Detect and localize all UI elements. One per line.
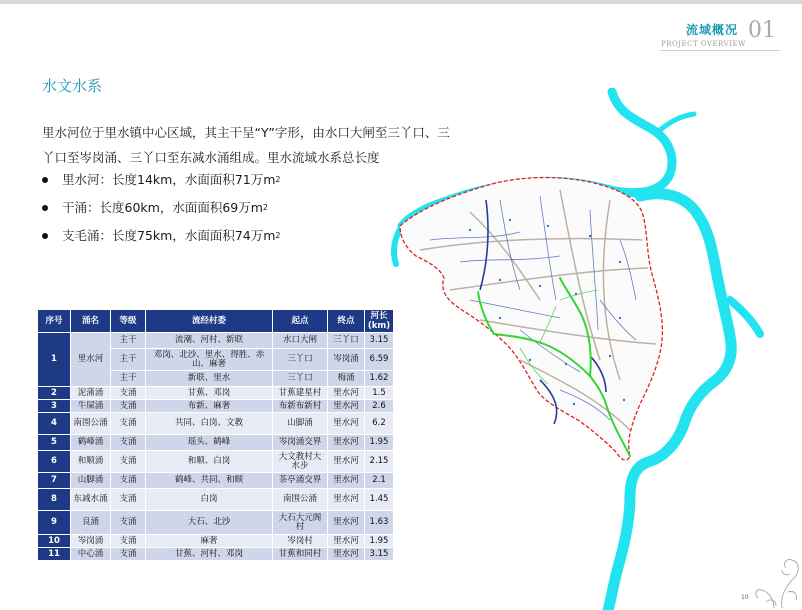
col-header-index: 序号 (38, 310, 71, 333)
row-index: 5 (38, 435, 71, 451)
row-end: 里水河 (328, 435, 365, 451)
row-length: 2.1 (365, 473, 394, 489)
row-level: 主干 (111, 333, 146, 349)
row-index: 2 (38, 387, 71, 400)
row-length: 3.15 (365, 333, 394, 349)
header-subtitle: PROJECT OVERVIEW (661, 40, 746, 48)
row-name: 岑岗涌 (71, 535, 111, 548)
row-villages: 大石、北沙 (146, 511, 273, 535)
row-name: 中心涌 (71, 548, 111, 561)
table-row (38, 548, 394, 561)
row-villages: 麻奢 (146, 535, 273, 548)
row-length: 6.59 (365, 349, 394, 371)
section-title: 水文水系 (42, 77, 103, 95)
row-villages: 鹤峰、共同、和顺 (146, 473, 273, 489)
table-row (38, 413, 394, 435)
row-end: 岑岗涌 (328, 349, 365, 371)
unit-superscript: 2 (275, 231, 281, 240)
row-length: 1.5 (365, 387, 394, 400)
row-level: 主干 (111, 349, 146, 371)
row-index: 1 (38, 333, 71, 387)
row-index: 3 (38, 400, 71, 413)
row-name: 和顺涌 (71, 451, 111, 473)
row-name: 鹤峰涌 (71, 435, 111, 451)
row-start: 甘蕉和同村 (273, 548, 328, 561)
bullet-icon (42, 205, 48, 211)
top-bar (0, 0, 802, 4)
row-index: 7 (38, 473, 71, 489)
col-header-villages: 流经村委 (146, 310, 273, 333)
region-boundary (400, 178, 662, 461)
row-villages: 布新、麻奢 (146, 400, 273, 413)
row-villages: 瑶头、鹤峰 (146, 435, 273, 451)
bullet-icon (42, 233, 48, 239)
header-divider (660, 50, 780, 51)
header-number: 01 (748, 18, 776, 43)
row-end: 里水河 (328, 451, 365, 473)
row-index: 10 (38, 535, 71, 548)
row-villages: 共同、白岗、文教 (146, 413, 273, 435)
row-end: 三丫口 (328, 333, 365, 349)
header-title: 流域概况 (686, 23, 739, 37)
row-start: 山脚涌 (273, 413, 328, 435)
row-end: 里水河 (328, 535, 365, 548)
page-number: 10 (741, 594, 749, 601)
table-row (38, 511, 394, 535)
row-start: 三丫口 (273, 349, 328, 371)
col-header-level: 等级 (111, 310, 146, 333)
table-row (38, 435, 394, 451)
table-row (38, 473, 394, 489)
row-name: 泥蒲涌 (71, 387, 111, 400)
row-level: 支涌 (111, 400, 146, 413)
row-start: 大文教村大水步 (273, 451, 328, 473)
row-start: 茶亭涌交界 (273, 473, 328, 489)
row-end: 里水河 (328, 489, 365, 511)
intro-paragraph: 里水河位于里水镇中心区域，其主干呈“Y”字形，由水口大闸至三丫口、三丫口至岑岗涌、三丫口至东减水涌组成。里水流域水系总长度 (42, 125, 450, 165)
row-index: 9 (38, 511, 71, 535)
row-start: 南围公涌 (273, 489, 328, 511)
row-end: 里水河 (328, 387, 365, 400)
row-start: 甘蕉建星村 (273, 387, 328, 400)
row-villages: 白岗 (146, 489, 273, 511)
col-header-start: 起点 (273, 310, 328, 333)
row-length: 1.95 (365, 535, 394, 548)
row-length: 1.63 (365, 511, 394, 535)
row-level: 支涌 (111, 451, 146, 473)
row-level: 主干 (111, 371, 146, 387)
stats-item-label: 支毛涌：长度75km，水面面积74万m (62, 228, 276, 243)
row-name: 东减水涌 (71, 489, 111, 511)
stats-item-label: 干涌：长度60km，水面面积69万m (62, 200, 263, 215)
unit-superscript: 2 (275, 175, 281, 184)
table-row (38, 535, 394, 548)
row-villages: 甘蕉、邓岗 (146, 387, 273, 400)
row-level: 支涌 (111, 435, 146, 451)
table-row (38, 333, 394, 349)
row-start: 水口大闸 (273, 333, 328, 349)
row-end: 里水河 (328, 511, 365, 535)
row-index: 8 (38, 489, 71, 511)
col-header-end: 终点 (328, 310, 365, 333)
river-table (37, 309, 394, 561)
row-level: 支涌 (111, 489, 146, 511)
row-start: 岑岗村 (273, 535, 328, 548)
table-row (38, 451, 394, 473)
row-end: 里水河 (328, 548, 365, 561)
row-villages: 和顺、白岗 (146, 451, 273, 473)
row-villages: 甘蕉、河村、邓岗 (146, 548, 273, 561)
stats-item (42, 222, 281, 250)
row-name: 南围公涌 (71, 413, 111, 435)
row-name: 良涌 (71, 511, 111, 535)
table-row (38, 400, 394, 413)
row-index: 11 (38, 548, 71, 561)
row-villages: 新联、里水 (146, 371, 273, 387)
unit-superscript: 2 (262, 203, 268, 212)
row-end: 里水河 (328, 400, 365, 413)
row-end: 梅涌 (328, 371, 365, 387)
row-end: 里水河 (328, 473, 365, 489)
row-level: 支涌 (111, 548, 146, 561)
watershed-map (380, 88, 802, 610)
stats-item (42, 166, 281, 194)
row-level: 支涌 (111, 473, 146, 489)
row-length: 2.15 (365, 451, 394, 473)
stats-item-label: 里水河：长度14km，水面面积71万m (62, 172, 276, 187)
row-length: 1.95 (365, 435, 394, 451)
row-start: 大石大元阁村 (273, 511, 328, 535)
row-length: 1.45 (365, 489, 394, 511)
row-length: 6.2 (365, 413, 394, 435)
col-header-length: 河长(km) (365, 310, 394, 333)
row-start: 布新布新村 (273, 400, 328, 413)
decorative-flourish-icon (752, 548, 802, 610)
row-index: 6 (38, 451, 71, 473)
row-end: 里水河 (328, 413, 365, 435)
row-name: 牛屎涌 (71, 400, 111, 413)
table-row (38, 489, 394, 511)
row-level: 支涌 (111, 535, 146, 548)
row-length: 1.62 (365, 371, 394, 387)
row-villages: 邓岗、北沙、里水、得胜、赤山、麻奢 (146, 349, 273, 371)
row-level: 支涌 (111, 387, 146, 400)
row-length: 2.6 (365, 400, 394, 413)
row-level: 支涌 (111, 511, 146, 535)
row-name: 山脚涌 (71, 473, 111, 489)
row-name: 里水河 (71, 333, 111, 387)
row-villages: 流潮、河村、新联 (146, 333, 273, 349)
row-level: 支涌 (111, 413, 146, 435)
table-row (38, 387, 394, 400)
stats-list (42, 166, 281, 250)
row-start: 三丫口 (273, 371, 328, 387)
row-index: 4 (38, 413, 71, 435)
row-start: 岑岗涌交界 (273, 435, 328, 451)
col-header-name: 涌名 (71, 310, 111, 333)
stats-item (42, 194, 281, 222)
row-length: 3.15 (365, 548, 394, 561)
bullet-icon (42, 177, 48, 183)
